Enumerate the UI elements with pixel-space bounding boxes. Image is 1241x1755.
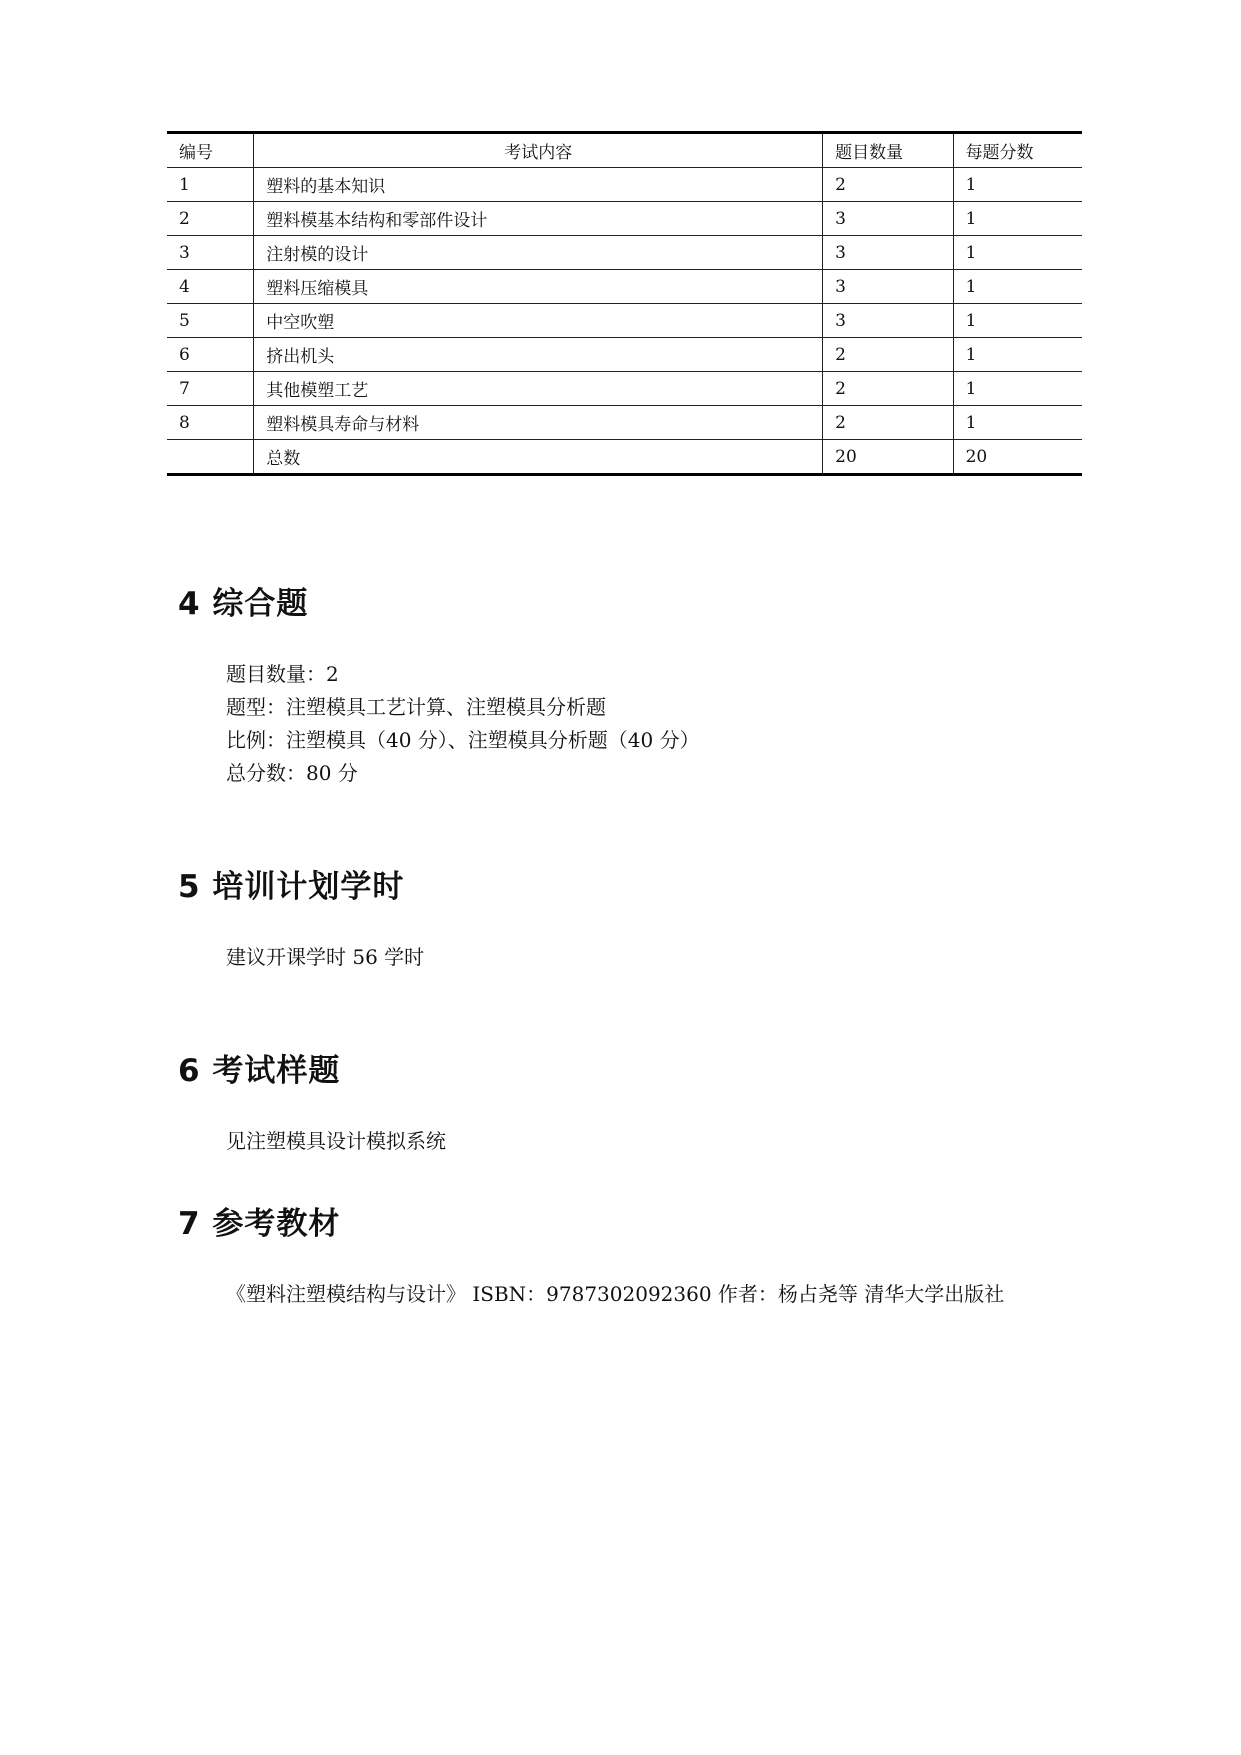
section-5-body bbox=[226, 941, 424, 974]
question-type-line: 题型：注塑模具工艺计算、注塑模具分析题 bbox=[226, 695, 606, 719]
header-content: 考试内容 bbox=[254, 133, 823, 168]
table-row bbox=[167, 304, 1082, 338]
section-7-heading: 7 参考教材 bbox=[178, 1206, 341, 1242]
table-row bbox=[167, 372, 1082, 406]
cell-count: 2 bbox=[823, 168, 953, 202]
section-6-heading: 6 考试样题 bbox=[178, 1053, 341, 1089]
cell-content: 塑料模基本结构和零部件设计 bbox=[254, 202, 823, 236]
table-total-row bbox=[167, 440, 1082, 475]
table-row bbox=[167, 406, 1082, 440]
cell-count: 2 bbox=[823, 406, 953, 440]
cell-content: 塑料压缩模具 bbox=[254, 270, 823, 304]
cell-no: 7 bbox=[167, 372, 254, 406]
reference-book-line: 《塑料注塑模结构与设计》 ISBN：9787302092360 作者：杨占尧等 清华大学出版社 bbox=[226, 1282, 1005, 1306]
cell-count: 3 bbox=[823, 236, 953, 270]
cell-count: 3 bbox=[823, 304, 953, 338]
cell-content: 注射模的设计 bbox=[254, 236, 823, 270]
section-7-body bbox=[226, 1278, 1004, 1311]
header-count: 题目数量 bbox=[823, 133, 953, 168]
table-header-row bbox=[167, 133, 1082, 168]
exam-content-table bbox=[167, 131, 1082, 476]
ratio-line: 比例：注塑模具（40 分）、注塑模具分析题（40 分） bbox=[226, 728, 700, 752]
cell-total-score: 20 bbox=[953, 440, 1082, 475]
cell-count: 3 bbox=[823, 270, 953, 304]
cell-no: 2 bbox=[167, 202, 254, 236]
cell-score: 1 bbox=[953, 406, 1082, 440]
cell-total-label: 总数 bbox=[254, 440, 823, 475]
cell-content: 挤出机头 bbox=[254, 338, 823, 372]
table-row bbox=[167, 236, 1082, 270]
cell-score: 1 bbox=[953, 168, 1082, 202]
cell-score: 1 bbox=[953, 270, 1082, 304]
training-hours-line: 建议开课学时 56 学时 bbox=[226, 945, 425, 969]
cell-score: 1 bbox=[953, 202, 1082, 236]
cell-no: 6 bbox=[167, 338, 254, 372]
section-4-heading: 4 综合题 bbox=[178, 586, 309, 622]
cell-count: 2 bbox=[823, 372, 953, 406]
table-row bbox=[167, 338, 1082, 372]
cell-score: 1 bbox=[953, 338, 1082, 372]
cell-no: 3 bbox=[167, 236, 254, 270]
cell-content: 塑料模具寿命与材料 bbox=[254, 406, 823, 440]
cell-no: 1 bbox=[167, 168, 254, 202]
section-4-body bbox=[226, 658, 700, 790]
question-count-line: 题目数量：2 bbox=[226, 662, 339, 686]
total-score-line: 总分数：80 分 bbox=[226, 761, 358, 785]
header-score: 每题分数 bbox=[953, 133, 1082, 168]
sample-exam-line: 见注塑模具设计模拟系统 bbox=[226, 1129, 446, 1153]
table-row bbox=[167, 270, 1082, 304]
cell-no bbox=[167, 440, 254, 475]
cell-no: 5 bbox=[167, 304, 254, 338]
cell-content: 塑料的基本知识 bbox=[254, 168, 823, 202]
cell-no: 4 bbox=[167, 270, 254, 304]
cell-total-count: 20 bbox=[823, 440, 953, 475]
header-no: 编号 bbox=[167, 133, 254, 168]
cell-count: 3 bbox=[823, 202, 953, 236]
section-6-body bbox=[226, 1125, 446, 1158]
section-5-heading: 5 培训计划学时 bbox=[178, 869, 405, 905]
table-row bbox=[167, 168, 1082, 202]
cell-score: 1 bbox=[953, 236, 1082, 270]
cell-count: 2 bbox=[823, 338, 953, 372]
cell-score: 1 bbox=[953, 304, 1082, 338]
cell-score: 1 bbox=[953, 372, 1082, 406]
cell-content: 中空吹塑 bbox=[254, 304, 823, 338]
table-row bbox=[167, 202, 1082, 236]
cell-content: 其他模塑工艺 bbox=[254, 372, 823, 406]
cell-no: 8 bbox=[167, 406, 254, 440]
